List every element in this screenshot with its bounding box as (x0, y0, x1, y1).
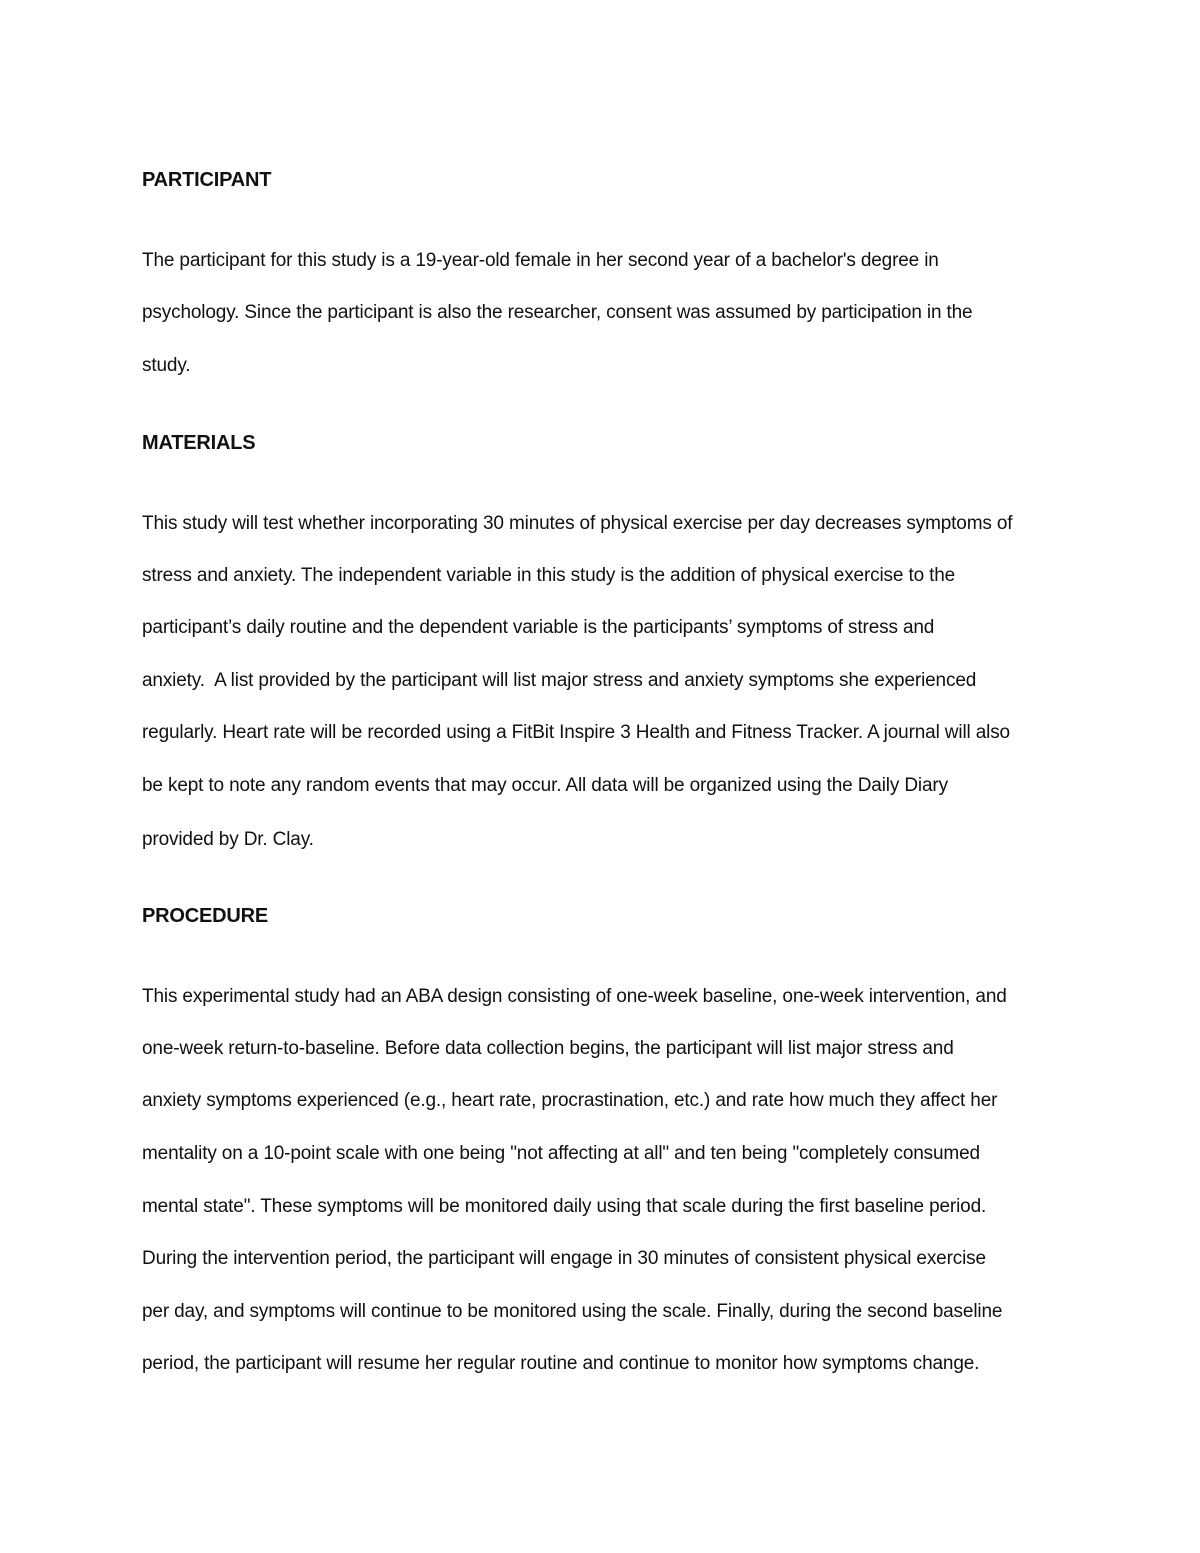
paragraph-line: This experimental study had an ABA design consisting of one-week baseline, one-week intervention, and (142, 986, 1007, 1007)
paragraph-line: study. (142, 355, 191, 376)
paragraph-line: During the intervention period, the participant will engage in 30 minutes of consistent physical exercise (142, 1248, 986, 1269)
paragraph-line: period, the participant will resume her regular routine and continue to monitor how symptoms change. (142, 1353, 980, 1374)
paragraph-line: stress and anxiety. The independent variable in this study is the addition of physical exercise to the (142, 565, 956, 586)
paragraph-line: one-week return-to-baseline. Before data collection begins, the participant will list major stress and (142, 1038, 954, 1059)
paragraph-line: participant’s daily routine and the dependent variable is the participants’ symptoms of stress and (142, 617, 935, 638)
paragraph-line: psychology. Since the participant is also the researcher, consent was assumed by participation in the (142, 302, 973, 323)
section-heading-procedure: PROCEDURE (142, 905, 268, 927)
paragraph-line: be kept to note any random events that may occur. All data will be organized using the Daily Diary (142, 775, 948, 796)
paragraph-line: mental state". These symptoms will be monitored daily using that scale during the first baseline period. (142, 1196, 987, 1217)
paragraph-line: anxiety symptoms experienced (e.g., heart rate, procrastination, etc.) and rate how much they affect her (142, 1090, 998, 1111)
paragraph-line: mentality on a 10-point scale with one being "not affecting at all" and ten being "completely consumed (142, 1143, 980, 1164)
paragraph-line: provided by Dr. Clay. (142, 829, 314, 850)
section-heading-materials: MATERIALS (142, 432, 256, 454)
paragraph-line: This study will test whether incorporating 30 minutes of physical exercise per day decreases symptoms of (142, 513, 1013, 534)
section-heading-participant: PARTICIPANT (142, 169, 272, 191)
paragraph-line: anxiety. A list provided by the participant will list major stress and anxiety symptoms she experienced (142, 670, 977, 691)
paragraph-line: per day, and symptoms will continue to be monitored using the scale. Finally, during the second baseline (142, 1301, 1003, 1322)
paragraph-line: The participant for this study is a 19-year-old female in her second year of a bachelor's degree in (142, 250, 939, 271)
paragraph-line: regularly. Heart rate will be recorded using a FitBit Inspire 3 Health and Fitness Tracker. A journal will also (142, 722, 1010, 743)
